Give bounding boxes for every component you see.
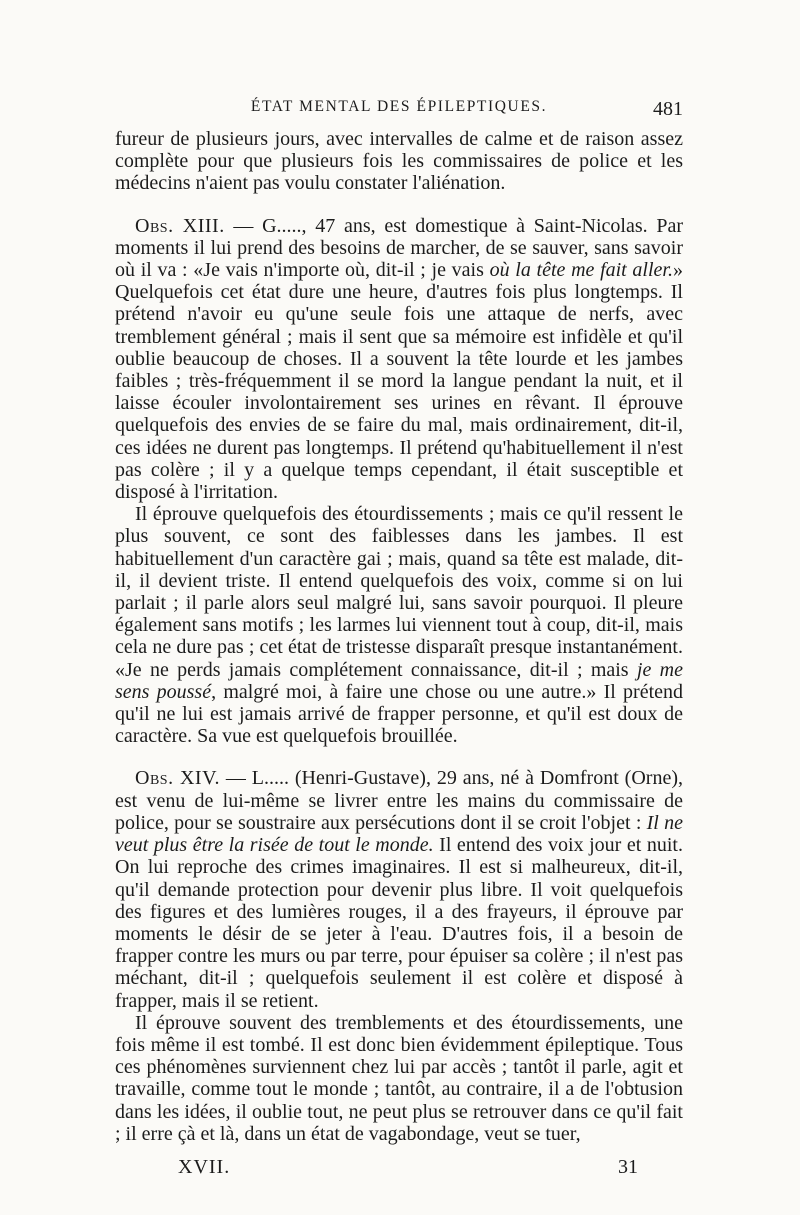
observation-label: Obs. XIII. [135, 214, 225, 237]
running-head [115, 98, 683, 124]
page-number: 481 [653, 98, 683, 120]
sheet-number: 31 [618, 1156, 638, 1178]
observation-xiv [115, 767, 683, 1011]
body-text [115, 128, 683, 1145]
paragraph-run-italic: je me sens poussé [115, 658, 683, 703]
paragraph-run: Il éprouve souvent des tremblements et des étourdissements, une fois même il est tombé. Il est donc bien évidemment épileptique. Tous ces phénomènes surviennent chez lui par accès ; tantôt il parle, agit et travaille, comme tout le monde ; tantôt, au contraire, il a de l'obtusion dans les idées, il oublie tout, ne peut plus se retrouver dans ce qu'il fait ; il erre çà et là, dans un état de vagabondage, veut se tuer, [115, 1011, 683, 1145]
paragraph-run: — L..... (Henri-Gustave), 29 ans, né à Domfront (Orne), est venu de lui-même se livrer entre les mains du commissaire de police, pour se soustraire aux persécutions dont il se croit l'objet : [115, 767, 683, 834]
paragraph-run-italic: où la tête me fait aller. [489, 259, 673, 282]
paragraph-run-italic: Il ne veut plus être la risée de tout le monde. [115, 811, 683, 857]
paragraph-run: Il éprouve quelquefois des étourdissements ; mais ce qu'il ressent le plus souvent, ce sont des faiblesses dans les jambes. Il est habituellement d'un caractère gai ; mais, quand sa tête est malade, dit-il, il devient triste. Il entend quelquefois des voix, comme si on lui parlait ; il parle alors seul malgré lui, sans savoir pourquoi. Il pleure également sans motifs ; les larmes lui viennent tout à coup, dit-il, mais cela ne dure pas ; cet état de tristesse disparaît presque instantanément. «Je ne perds jamais complétement connaissance, dit-il ; mais [115, 503, 683, 681]
observation-xiii [115, 215, 683, 504]
paragraph-run: » Quelquefois cet état dure une heure, d'autres fois plus longtemps. Il prétend n'avoir eu qu'une seule fois une attaque de nerfs, avec tremblement général ; mais il sent que sa mémoire est infidèle et qu'il oublie beaucoup de choses. Il a souvent la tête lourde et les jambes faibles ; très-fréquemment il se mord la langue pendant la nuit, et il laisse écouler involontairement ses urines en rêvant. Il éprouve quelquefois des envies de se faire du mal, mais ordinairement, dit-il, ces idées ne durent pas longtemps. Il prétend qu'habituellement il n'est pas colère ; il y a quelque temps cependant, il était susceptible et disposé à l'irritation. [115, 259, 683, 504]
paragraph [115, 1012, 683, 1145]
paragraph-run: — G....., 47 ans, est domestique à Saint-Nicolas. Par moments il lui prend des besoins de marcher, de se sauver, sans savoir où il va : «Je vais n'importe où, dit-il ; je vais [115, 214, 683, 282]
paragraph-run: , malgré moi, à faire une chose ou une autre.» Il prétend qu'il ne lui est jamais arrivé de frapper personne, et qu'il est doux de caractère. Sa vue est quelquefois brouillée. [115, 680, 683, 748]
running-title: ÉTAT MENTAL DES ÉPILEPTIQUES. [250, 98, 548, 115]
page-footer [178, 1156, 638, 1182]
signature-mark: XVII. [178, 1156, 231, 1178]
observation-label: Obs. XIV. [135, 767, 220, 790]
paragraph-continued: fureur de plusieurs jours, avec intervalles de calme et de raison assez complète pour que plusieurs fois les commissaires de police et les médecins n'aient pas voulu constater l'aliénation. [115, 128, 683, 195]
paragraph [115, 503, 683, 747]
paragraph-run: Il entend des voix jour et nuit. On lui reproche des crimes imaginaires. Il est si malheureux, dit-il, qu'il demande protection pour devenir plus libre. Il voit quelquefois des figures et des lumières rouges, il a des frayeurs, il éprouve par moments le désir de se jeter à l'eau. D'autres fois, il a besoin de frapper contre les murs ou par terre, pour épuiser sa colère ; il n'est pas méchant, dit-il ; quelquefois seulement il est colère et disposé à frapper, mais il se retient. [115, 834, 683, 1012]
